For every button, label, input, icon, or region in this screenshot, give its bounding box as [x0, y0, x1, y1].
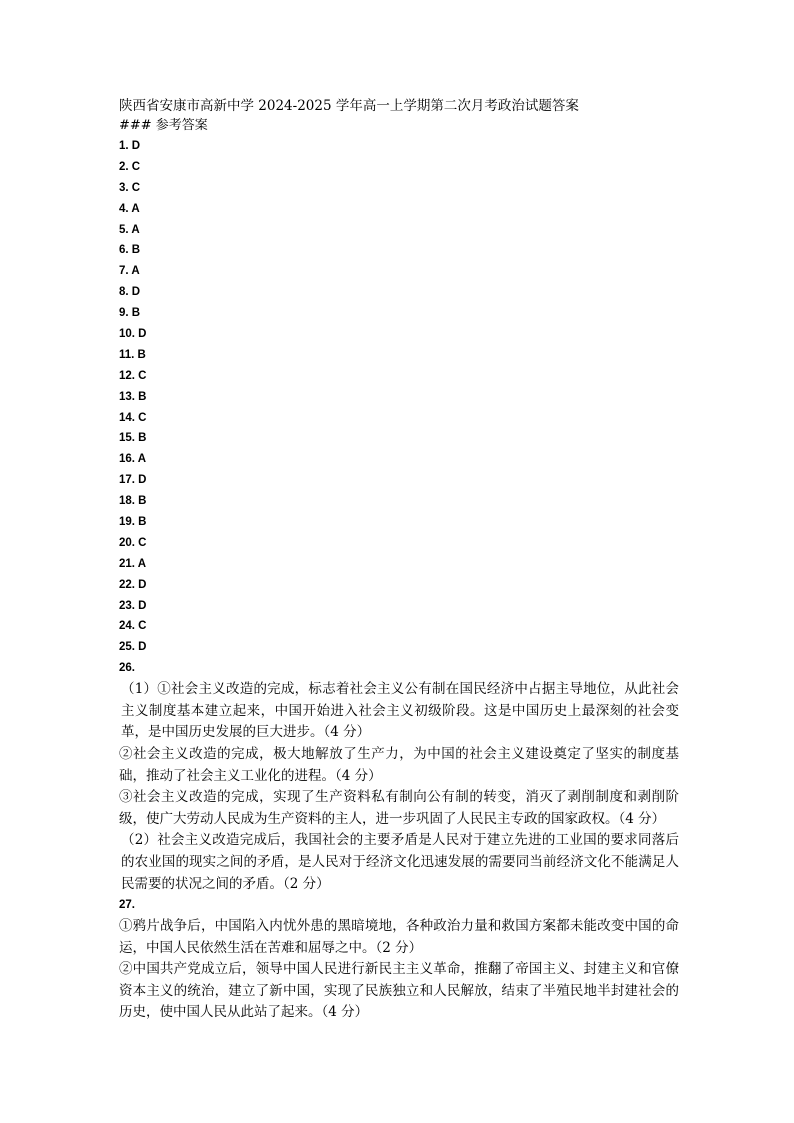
answer-item: 10. D — [119, 328, 147, 341]
question-27-point2: ②中国共产党成立后，领导中国人民进行新民主主义革命，推翻了帝国主义、封建主义和官僚资本主义的统治，建立了新中国，实现了民族独立和人民解放，结束了半殖民地半封建社会的历史，使中国人民从此站了起来。（4 分） — [119, 961, 679, 1021]
answer-item: 25. D — [119, 641, 147, 654]
answer-item: 3. C — [119, 181, 141, 194]
question-26-part1-point3: ③社会主义改造的完成，实现了生产资料私有制向公有制的转变，消灭了剥削制度和剥削阶级，使广大劳动人民成为生产资料的主人，进一步巩固了人民民主专政的国家政权。（4 分） — [119, 789, 679, 827]
answer-item: 5. A — [119, 223, 140, 236]
answer-list — [119, 136, 679, 658]
question-26-part1-point2: ②社会主义改造的完成，极大地解放了生产力，为中国的社会主义建设奠定了坚实的制度基础，推动了社会主义工业化的进程。（4 分） — [119, 745, 679, 784]
section-heading: ### 参考答案 — [119, 118, 208, 133]
answer-item: 9. B — [119, 307, 141, 320]
answer-item: 6. B — [119, 244, 141, 257]
answer-document — [119, 96, 679, 1024]
answer-item: 1. D — [119, 140, 141, 152]
question-27-point1: ①鸦片战争后，中国陷入内忧外患的黑暗境地，各种政治力量和救国方案都未能改变中国的命运，中国人民依然生活在苦难和屈辱之中。（2 分） — [119, 917, 679, 956]
answer-item: 19. B — [119, 516, 147, 529]
answer-item: 8. D — [119, 286, 141, 299]
document-title: 陕西省安康市高新中学 2024-2025 学年高一上学期第二次月考政治试题答案 — [119, 98, 579, 114]
answer-item: 7. A — [119, 265, 140, 278]
answer-item: 17. D — [119, 474, 147, 487]
answer-item: 12. C — [119, 369, 147, 382]
question-26-label: 26. — [119, 662, 135, 675]
question-27-label: 27. — [119, 899, 135, 912]
answer-item: 11. B — [119, 348, 146, 361]
answer-item: 23. D — [119, 599, 147, 612]
question-26-part1-point1: （1）①社会主义改造的完成，标志着社会主义公有制在国民经济中占据主导地位，从此社会主义制度基本建立起来，中国开始进入社会主义初级阶段。这是中国历史上最深刻的社会变革，是中国历史发展的巨大进步。（4 分） — [121, 681, 679, 741]
answer-item: 2. C — [119, 160, 141, 173]
answer-item: 15. B — [119, 432, 147, 445]
answer-item: 24. C — [119, 620, 147, 633]
answer-item: 18. B — [119, 495, 147, 508]
answer-item: 16. A — [119, 453, 147, 466]
question-26-part2: （2）社会主义改造完成后，我国社会的主要矛盾是人民对于建立先进的工业国的要求同落后的农业国的现实之间的矛盾，是人民对于经济文化迅速发展的需要同当前经济文化不能满足人民需要的状况之间的矛盾。（2 分） — [121, 832, 679, 892]
answer-item: 22. D — [119, 578, 147, 591]
answer-item: 4. A — [119, 202, 140, 215]
answer-item: 20. C — [119, 536, 147, 549]
answer-item: 21. A — [119, 557, 147, 570]
answer-item: 14. C — [119, 411, 147, 424]
answer-item: 13. B — [119, 390, 147, 403]
